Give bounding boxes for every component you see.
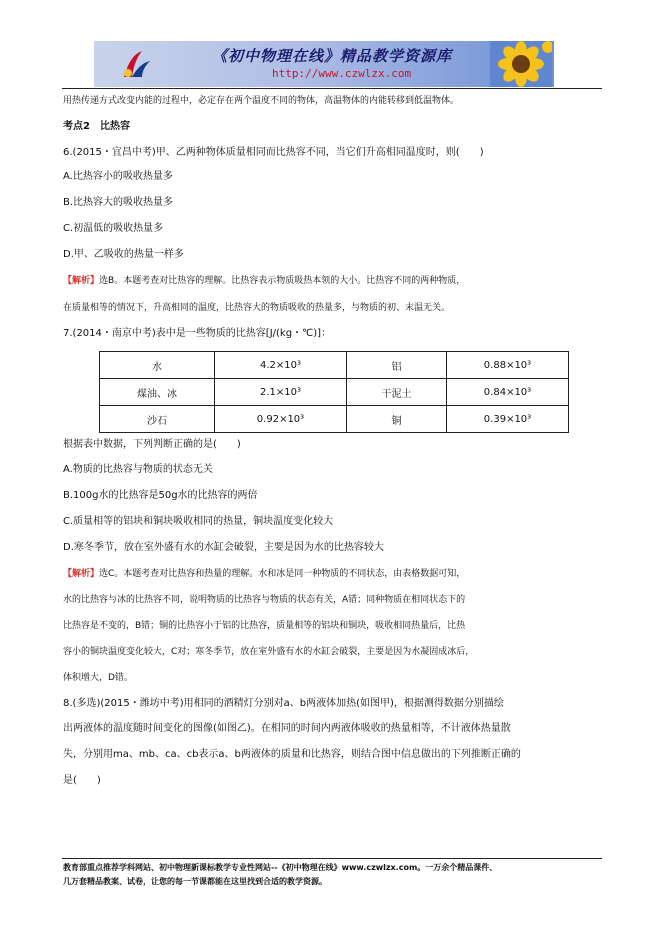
table-row xyxy=(100,406,569,433)
q7-analysis-line-1 xyxy=(63,567,465,581)
header-banner xyxy=(94,41,554,87)
analysis-text: 选B。本题考查对比热容的理解。比热容表示物质吸热本领的大小。比热容不同的两种物质， xyxy=(99,276,466,286)
q7-option-b: B.100g水的比热容是50g水的比热容的两倍 xyxy=(63,490,258,501)
table-cell: 铝 xyxy=(347,352,447,379)
banner-title: 《初中物理在线》精品教学资源库 xyxy=(212,47,453,65)
table-row xyxy=(100,379,569,406)
table-cell: 水 xyxy=(100,352,215,379)
banner-url[interactable]: http://www.czwlzx.com xyxy=(272,67,412,80)
section-heading: 考点2 比热容 xyxy=(63,121,130,132)
table-cell: 4.2×10³ xyxy=(215,352,347,379)
table-cell: 0.88×10³ xyxy=(447,352,569,379)
q6-analysis-line-2: 在质量相等的情况下，升高相同的温度，比热容大的物质吸收的热量多，与物质的初、末温无关。 xyxy=(63,303,451,313)
q8-line-3: 失，分别用ma、mb、ca、cb表示a、b两液体的质量和比热容，则结合图中信息做出的下列推断正确的 xyxy=(63,749,521,760)
footer-rule xyxy=(62,858,602,859)
analysis-tag: 【解析】 xyxy=(63,569,100,579)
q6-option-a: A.比热容小的吸收热量多 xyxy=(63,171,173,182)
q7-option-c: C.质量相等的铝块和铜块吸收相同的热量，铜块温度变化较大 xyxy=(63,516,334,527)
intro-line: 用热传递方式改变内能的过程中，必定存在两个温度不同的物体，高温物体的内能转移到低温物体。 xyxy=(63,96,460,106)
q7-analysis-line-4: 容小的铜块温度变化较大，C对；寒冬季节，放在室外盛有水的水缸会破裂，主要是因为水凝固成冰后， xyxy=(63,647,475,657)
question-7: 7.(2014・南京中考)表中是一些物质的比热容[J/(kg・℃)]： xyxy=(63,328,332,339)
q7-analysis-line-2: 水的比热容与冰的比热容不同，说明物质的比热容与物质的状态有关，A错；同种物质在相同状态下的 xyxy=(63,595,466,605)
table-cell: 铜 xyxy=(347,406,447,433)
analysis-tag: 【解析】 xyxy=(63,276,100,286)
header-rule xyxy=(62,88,602,89)
table-cell: 2.1×10³ xyxy=(215,379,347,406)
q6-analysis-line-1 xyxy=(63,274,465,288)
q7-analysis-line-3: 比热容是不变的，B错；铜的比热容小于铝的比热容，质量相等的铝块和铜块，吸收相同热量后，比热 xyxy=(63,621,466,631)
q7-stem: 根据表中数据，下列判断正确的是( ) xyxy=(63,439,241,450)
q8-line-1: 8.(多选)(2015・潍坊中考)用相同的酒精灯分别对a、b两液体加热(如图甲)，根据测得数据分别描绘 xyxy=(63,698,504,709)
table-cell: 0.39×10³ xyxy=(447,406,569,433)
table-cell: 沙石 xyxy=(100,406,215,433)
specific-heat-table xyxy=(99,351,569,433)
footer-line-1: 教育部重点推荐学科网站、初中物理新课标教学专业性网站--《初中物理在线》www.czwlzx.com。一万余个精品课件、 xyxy=(63,863,498,872)
table-row xyxy=(100,352,569,379)
table-cell: 0.92×10³ xyxy=(215,406,347,433)
q6-option-b: B.比热容大的吸收热量多 xyxy=(63,197,174,208)
q6-option-c: C.初温低的吸收热量多 xyxy=(63,223,164,234)
q6-option-d: D.甲、乙吸收的热量一样多 xyxy=(63,249,184,260)
analysis-text: 选C。本题考查对比热容和热量的理解。水和冰是同一种物质的不同状态，由表格数据可知， xyxy=(99,569,466,579)
table-cell: 煤油、冰 xyxy=(100,379,215,406)
site-logo-icon xyxy=(120,47,154,81)
q7-analysis-line-5: 体积增大，D错。 xyxy=(63,673,133,683)
table-cell: 0.84×10³ xyxy=(447,379,569,406)
q8-line-2: 出两液体的温度随时间变化的图像(如图乙)。在相同的时间内两液体吸收的热量相等，不计液体热量散 xyxy=(63,723,511,734)
sunflower-icon xyxy=(490,41,552,87)
footer-line-2: 几万套精品教案、试卷，让您的每一节课都能在这里找到合适的教学资源。 xyxy=(63,877,327,886)
q8-line-4: 是( ) xyxy=(63,775,101,786)
table-cell: 干泥土 xyxy=(347,379,447,406)
q7-option-a: A.物质的比热容与物质的状态无关 xyxy=(63,464,213,475)
q7-option-d: D.寒冬季节，放在室外盛有水的水缸会破裂，主要是因为水的比热容较大 xyxy=(63,542,384,553)
question-6: 6.(2015・宜昌中考)甲、乙两种物体质量相同而比热容不同，当它们升高相同温度时，则( ) xyxy=(63,147,484,158)
